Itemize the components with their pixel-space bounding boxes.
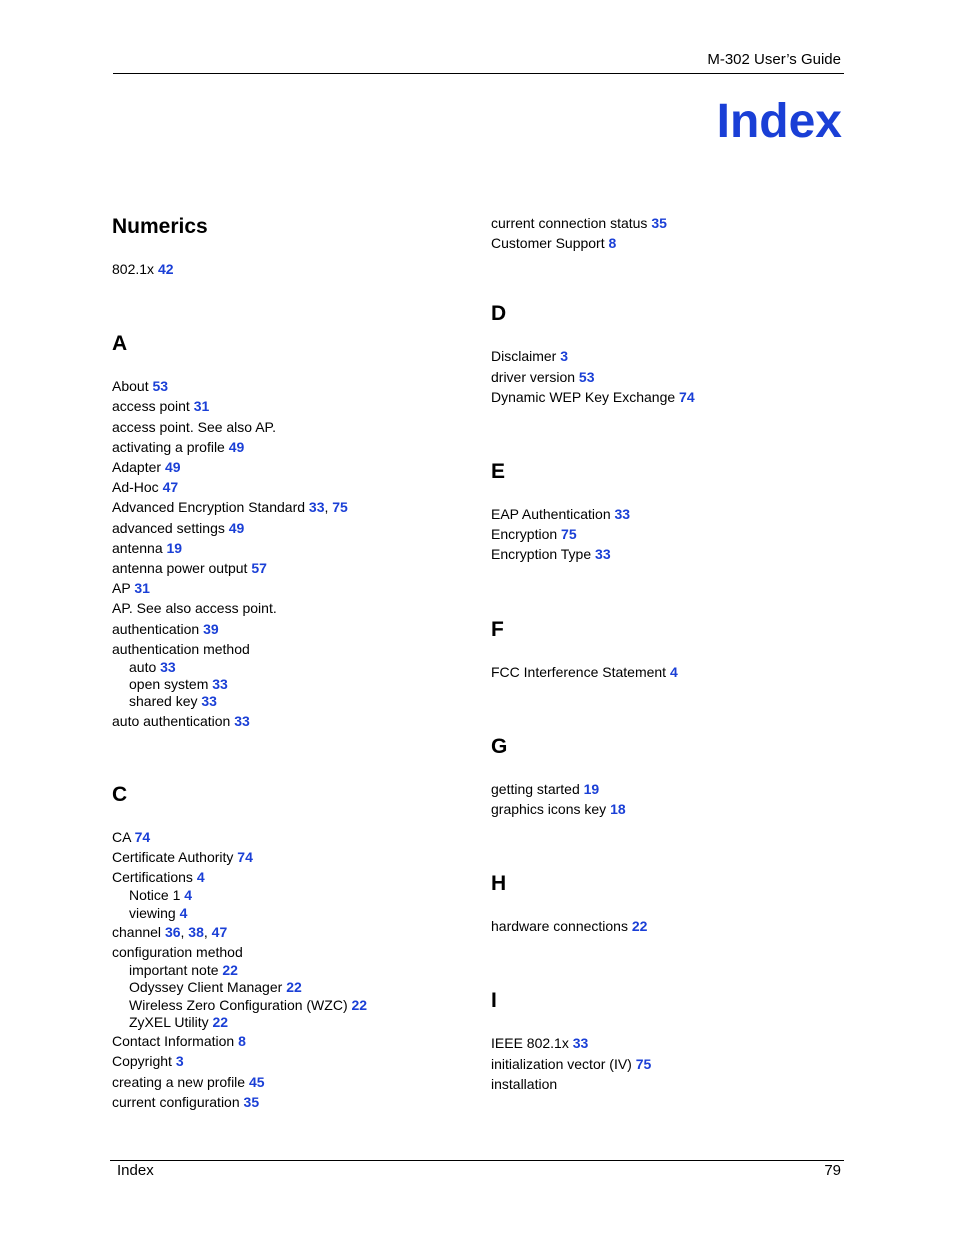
index-entry	[112, 598, 442, 618]
page-reference-link[interactable]: 75	[561, 526, 577, 543]
index-term: Encryption Type	[491, 546, 592, 563]
index-entry	[491, 504, 821, 524]
page-reference-link[interactable]: 33	[595, 546, 611, 563]
page-title: Index	[716, 95, 842, 148]
index-entry	[112, 518, 442, 538]
page-reference-link[interactable]: 35	[243, 1093, 260, 1110]
page-reference-link[interactable]: 49	[164, 459, 181, 476]
header-rule	[113, 73, 844, 74]
page-reference-link[interactable]: 22	[212, 1013, 229, 1030]
index-subentry	[112, 676, 442, 693]
index-section	[491, 459, 821, 565]
index-term: Odyssey Client Manager	[129, 979, 283, 996]
page-reference-link[interactable]: 22	[351, 996, 368, 1013]
index-entry	[112, 396, 442, 416]
page-reference-link[interactable]: 33	[614, 506, 631, 523]
index-entry	[112, 1092, 442, 1112]
index-entry	[112, 259, 442, 279]
section-heading: C	[112, 782, 128, 806]
index-term: initialization vector (IV)	[491, 1055, 632, 1072]
index-subentry	[112, 887, 442, 904]
index-term: shared key	[129, 693, 198, 710]
index-term: FCC Interference Statement	[491, 663, 667, 680]
index-entry	[112, 457, 442, 477]
index-term: configuration method	[112, 944, 243, 961]
page-reference-link[interactable]: 22	[286, 979, 302, 996]
index-term: Wireless Zero Configuration (WZC)	[129, 996, 348, 1013]
section-heading: Numerics	[112, 215, 208, 238]
page-reference-link[interactable]: 8	[238, 1033, 246, 1050]
index-subentry	[112, 659, 442, 676]
index-entry	[112, 827, 442, 847]
index-term: access point	[112, 398, 190, 415]
page-reference-link[interactable]: 22	[631, 918, 648, 935]
page-reference-link[interactable]: 4	[179, 904, 188, 921]
index-entry	[491, 524, 821, 544]
index-term: Copyright	[112, 1053, 172, 1070]
page-reference-link[interactable]: 4	[184, 887, 193, 904]
section-heading: D	[491, 302, 507, 326]
page-reference-link[interactable]: 53	[152, 378, 169, 395]
page-reference-link[interactable]: 75	[635, 1055, 652, 1072]
index-term: CA	[112, 828, 131, 845]
index-term: 802.1x	[112, 261, 155, 277]
index-section	[491, 734, 821, 819]
page-reference-link[interactable]: 33	[572, 1035, 589, 1052]
page-reference-link[interactable]: 35	[651, 215, 667, 231]
index-entry	[112, 477, 442, 497]
page-reference-link[interactable]: 74	[134, 828, 151, 845]
index-entry	[112, 417, 442, 437]
index-term: access point. See also AP.	[112, 418, 276, 435]
page-reference-link[interactable]: 31	[134, 580, 150, 597]
index-entry	[491, 1054, 821, 1074]
page-reference-link[interactable]: 36	[164, 923, 181, 940]
page-reference-link[interactable]: 75	[332, 499, 348, 516]
index-section	[112, 782, 442, 1112]
page-reference-link[interactable]: 33	[160, 659, 176, 676]
index-column-right	[491, 213, 821, 1094]
page-reference-link[interactable]: 4	[196, 869, 205, 886]
index-entry	[491, 367, 821, 387]
page-reference-link[interactable]: 47	[211, 923, 228, 940]
section-heading: A	[112, 332, 128, 356]
index-term: Adapter	[112, 459, 162, 476]
index-entry	[491, 213, 821, 233]
index-term: AP	[112, 580, 131, 597]
index-term: advanced settings	[112, 519, 225, 536]
index-section	[491, 988, 821, 1094]
index-term: viewing	[129, 904, 176, 921]
index-entry	[112, 538, 442, 558]
index-term: creating a new profile	[112, 1073, 246, 1090]
footer-page-number: 79	[824, 1162, 841, 1179]
index-entry	[112, 376, 442, 396]
index-term: ZyXEL Utility	[129, 1013, 209, 1030]
guide-title: M-302 User’s Guide	[707, 51, 841, 68]
index-term: authentication	[112, 620, 200, 637]
page-reference-link[interactable]: 39	[203, 620, 219, 637]
index-entry	[112, 619, 442, 639]
index-section	[491, 871, 821, 936]
index-subentry	[112, 693, 442, 710]
page-reference-link[interactable]: 19	[583, 780, 600, 797]
index-entry	[112, 1072, 442, 1092]
index-term: About	[112, 378, 149, 395]
index-term: important note	[129, 962, 219, 979]
index-term: EAP Authentication	[491, 506, 611, 523]
index-term: authentication method	[112, 640, 250, 657]
index-entry	[112, 578, 442, 598]
index-term: activating a profile	[112, 438, 225, 455]
index-term: Ad-Hoc	[112, 479, 159, 496]
index-entry: Advanced Encryption Standard 33, 75	[112, 499, 348, 516]
index-term: Notice 1	[129, 887, 181, 904]
section-heading: I	[491, 989, 497, 1013]
page-reference-link[interactable]: 3	[560, 348, 569, 365]
index-term: Encryption	[491, 526, 558, 543]
index-term: auto authentication	[112, 712, 231, 729]
index-term: Certificate Authority	[112, 849, 234, 866]
page-reference-link[interactable]: 22	[222, 962, 238, 979]
index-entry	[491, 387, 821, 407]
page-reference-link[interactable]: 49	[228, 519, 245, 536]
index-term: AP. See also access point.	[112, 600, 277, 617]
index-entry	[112, 942, 442, 962]
section-heading: E	[491, 460, 506, 484]
section-heading: F	[491, 617, 504, 641]
index-term: open system	[129, 676, 209, 693]
index-term: Dynamic WEP Key Exchange	[491, 388, 676, 405]
index-term: Contact Information	[112, 1033, 235, 1050]
page-reference-link[interactable]: 49	[228, 438, 245, 455]
page-reference-link[interactable]: 19	[166, 539, 183, 556]
index-section	[491, 617, 821, 682]
index-entry	[112, 1051, 442, 1071]
index-term: antenna power output	[112, 560, 248, 577]
footer-rule	[110, 1160, 844, 1161]
index-entry	[491, 544, 821, 564]
index-entry	[491, 1074, 821, 1094]
section-heading: G	[491, 734, 508, 758]
page-reference-link[interactable]: 33	[212, 676, 228, 693]
index-subentry	[112, 905, 442, 922]
section-heading: H	[491, 872, 507, 896]
index-section	[491, 213, 821, 253]
index-entry	[112, 711, 442, 731]
index-term: current configuration	[112, 1093, 240, 1110]
index-entry	[112, 867, 442, 887]
index-entry	[112, 437, 442, 457]
index-term: driver version	[491, 368, 576, 385]
index-term: current connection status	[491, 215, 648, 231]
index-term: Advanced Encryption Standard	[112, 499, 306, 516]
page-reference-link[interactable]: 47	[162, 479, 179, 496]
index-term: graphics icons key	[491, 801, 607, 818]
index-entry	[491, 1033, 821, 1053]
index-term: IEEE 802.1x	[491, 1035, 569, 1052]
page-reference-link[interactable]: 38	[188, 923, 204, 940]
page-reference-link[interactable]: 33	[308, 499, 325, 516]
page-reference-link[interactable]: 74	[679, 388, 695, 405]
index-term: installation	[491, 1075, 558, 1092]
page-reference-link[interactable]: 33	[234, 712, 250, 729]
index-entry	[491, 799, 821, 819]
index-subentry	[112, 979, 442, 996]
page-reference-link[interactable]: 42	[157, 261, 174, 277]
index-entry	[112, 847, 442, 867]
index-subentry	[112, 1014, 442, 1031]
index-entry	[491, 233, 821, 253]
page-reference-link[interactable]: 31	[193, 398, 210, 415]
index-column-left	[112, 214, 442, 1112]
index-term: getting started	[491, 780, 580, 797]
index-subentry	[112, 997, 442, 1014]
page-reference-link[interactable]: 57	[251, 560, 267, 577]
index-entry	[112, 1031, 442, 1051]
page-reference-link[interactable]: 4	[669, 663, 678, 680]
page-reference-link[interactable]: 8	[608, 235, 617, 252]
index-section	[491, 301, 821, 407]
index-term: channel	[112, 923, 162, 940]
index-entry	[491, 779, 821, 799]
index-term: hardware connections	[491, 918, 628, 935]
index-subentry	[112, 962, 442, 979]
index-entry	[491, 346, 821, 366]
index-entry	[112, 639, 442, 659]
page-reference-link[interactable]: 3	[175, 1053, 184, 1070]
page-reference-link[interactable]: 33	[201, 693, 217, 710]
index-term: auto	[129, 659, 157, 676]
index-entry	[491, 662, 821, 682]
page-reference-link[interactable]: 74	[237, 849, 253, 866]
index-term: antenna	[112, 539, 163, 556]
footer-section-label: Index	[117, 1162, 154, 1179]
index-term: Disclaimer	[491, 348, 557, 365]
index-term: Customer Support	[491, 235, 605, 252]
index-entry	[491, 916, 821, 936]
page-reference-link[interactable]: 18	[610, 801, 626, 818]
index-entry: channel 36, 38, 47	[112, 923, 228, 940]
index-entry	[112, 558, 442, 578]
index-term: Certifications	[112, 869, 193, 886]
index-section	[112, 214, 442, 279]
index-section	[112, 331, 442, 731]
page-reference-link[interactable]: 53	[578, 368, 595, 385]
page-reference-link[interactable]: 45	[248, 1073, 265, 1090]
